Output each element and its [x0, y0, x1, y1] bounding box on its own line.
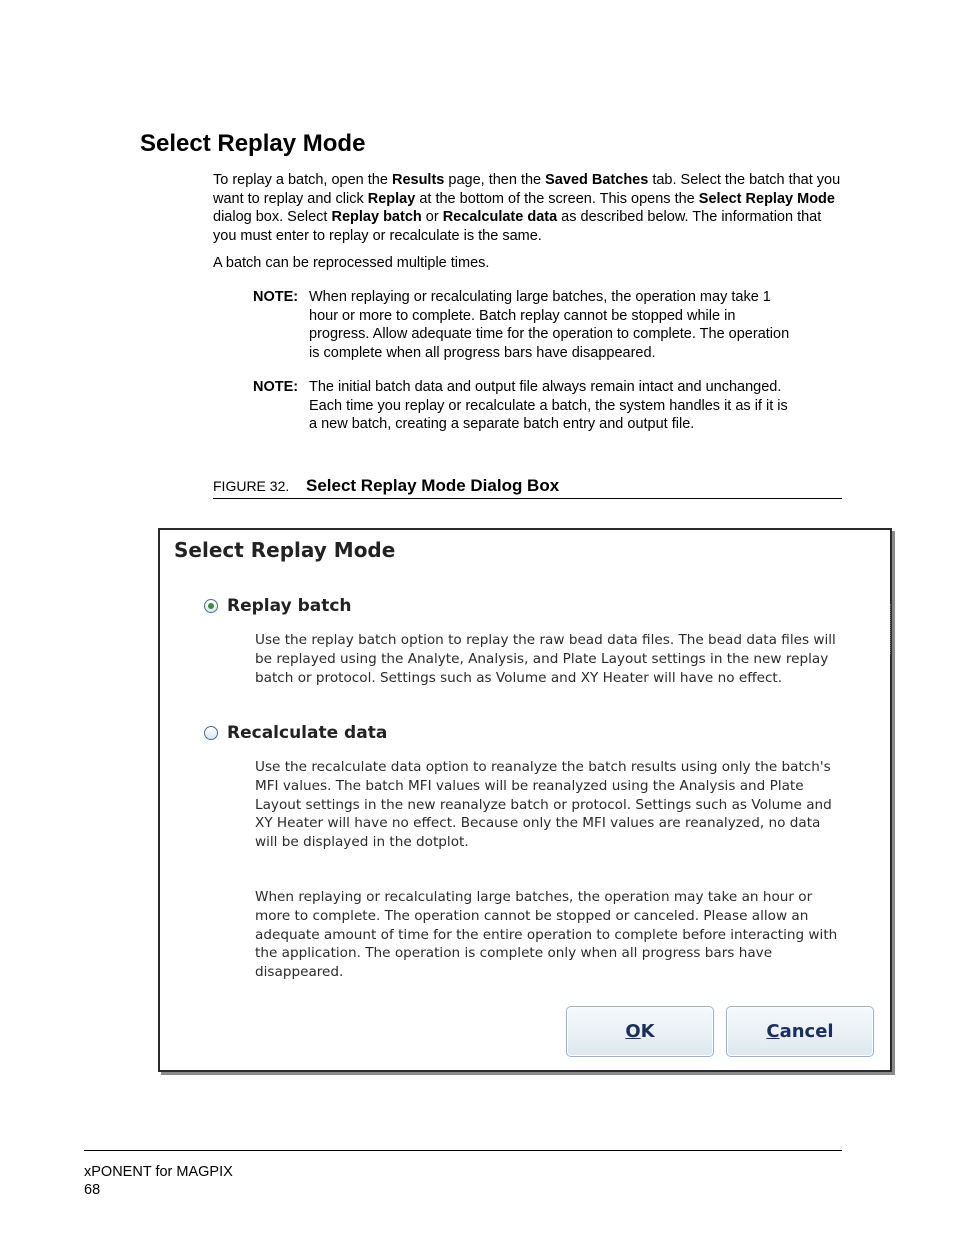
intro-paragraph: [213, 171, 845, 246]
footer-rule: [84, 1150, 842, 1151]
note-label: NOTE:: [253, 379, 299, 395]
note-text: When replaying or recalculating large batches, the operation may take 1 hour or more to complete. Batch replay cannot be stopped while in progress. Allow adequate time for the operation to complete. The operation is complete when all progress bars have disappeared.: [309, 289, 790, 362]
intro-bold: Results: [391, 172, 445, 188]
replay-batch-label[interactable]: Replay batch: [227, 596, 352, 616]
cancel-label: ancel: [779, 1021, 834, 1042]
recalculate-data-label[interactable]: Recalculate data: [227, 723, 388, 743]
radio-selected-icon[interactable]: [204, 599, 218, 613]
background-window-edge: [890, 604, 893, 654]
intro-text: page, then the: [444, 172, 546, 188]
ok-accelerator: O: [625, 1021, 641, 1042]
ok-label: K: [640, 1021, 655, 1042]
recalculate-data-option[interactable]: [204, 723, 387, 743]
section-heading: Select Replay Mode: [140, 130, 366, 157]
radio-unselected-icon[interactable]: [204, 726, 218, 740]
replay-batch-option[interactable]: [204, 596, 352, 616]
intro-text: dialog box. Select: [213, 209, 332, 226]
replay-batch-description: Use the replay batch option to replay the raw bead data files. The bead data files will be replayed using the Analyte, Analysis, and Plate Layout settings in the new replay batch or protocol. Settings such as Volume and XY Heater will have no effect.: [255, 632, 836, 686]
dialog-title: Select Replay Mode: [174, 538, 396, 562]
figure-number: FIGURE 32.: [213, 478, 290, 494]
note-text: The initial batch data and output file always remain intact and unchanged. Each time you replay or recalculate a batch, the system handles it as if it is a new batch, creating a separate batch entry and output file.: [309, 379, 788, 433]
cancel-button[interactable]: [726, 1006, 874, 1057]
page-footer: [84, 1163, 233, 1199]
figure-caption: [213, 476, 842, 499]
warning-text: When replaying or recalculating large batches, the operation may take an hour or more to complete. The operation cannot be stopped or canceled. Please allow an adequate amount of time for the entire operation to complete before interacting with the application. The operation is complete only when all progress bars have disappeared.: [255, 889, 838, 981]
reprocess-paragraph: A batch can be reprocessed multiple times.: [213, 255, 490, 271]
intro-bold: Replay: [367, 190, 416, 207]
intro-bold: Recalculate data: [442, 209, 558, 226]
intro-bold: Replay batch: [331, 209, 422, 226]
footer-product: xPONENT for MAGPIX: [84, 1164, 233, 1180]
ok-button[interactable]: [566, 1006, 714, 1057]
select-replay-mode-dialog: [158, 528, 892, 1072]
intro-text: at the bottom of the screen. This opens the: [415, 190, 699, 207]
intro-text: To replay a batch, open the: [213, 172, 392, 188]
footer-page-number: 68: [84, 1182, 101, 1198]
intro-bold: Select Replay Mode: [698, 190, 835, 207]
figure-title: Select Replay Mode Dialog Box: [306, 476, 560, 495]
note-1: [253, 288, 793, 363]
recalculate-data-description: Use the recalculate data option to reanalyze the batch results using only the batch's MFI values. The batch MFI values will be reanalyzed using the Analysis and Plate Layout settings in the new reanalyze batch or protocol. Settings such as Volume and XY Heater will have no effect. Because only the MFI values are reanalyzed, no data will be displayed in the dotplot.: [255, 759, 832, 851]
note-2: [253, 378, 793, 434]
intro-text: as described below. The information that you must enter to replay or recalculate is the same.: [213, 209, 822, 245]
intro-bold: Saved Batches: [545, 172, 649, 188]
note-label: NOTE:: [253, 289, 299, 305]
cancel-accelerator: C: [766, 1021, 780, 1042]
intro-text: or: [421, 209, 443, 226]
intro-text: tab. Select the batch that you want to replay and click: [213, 172, 841, 207]
